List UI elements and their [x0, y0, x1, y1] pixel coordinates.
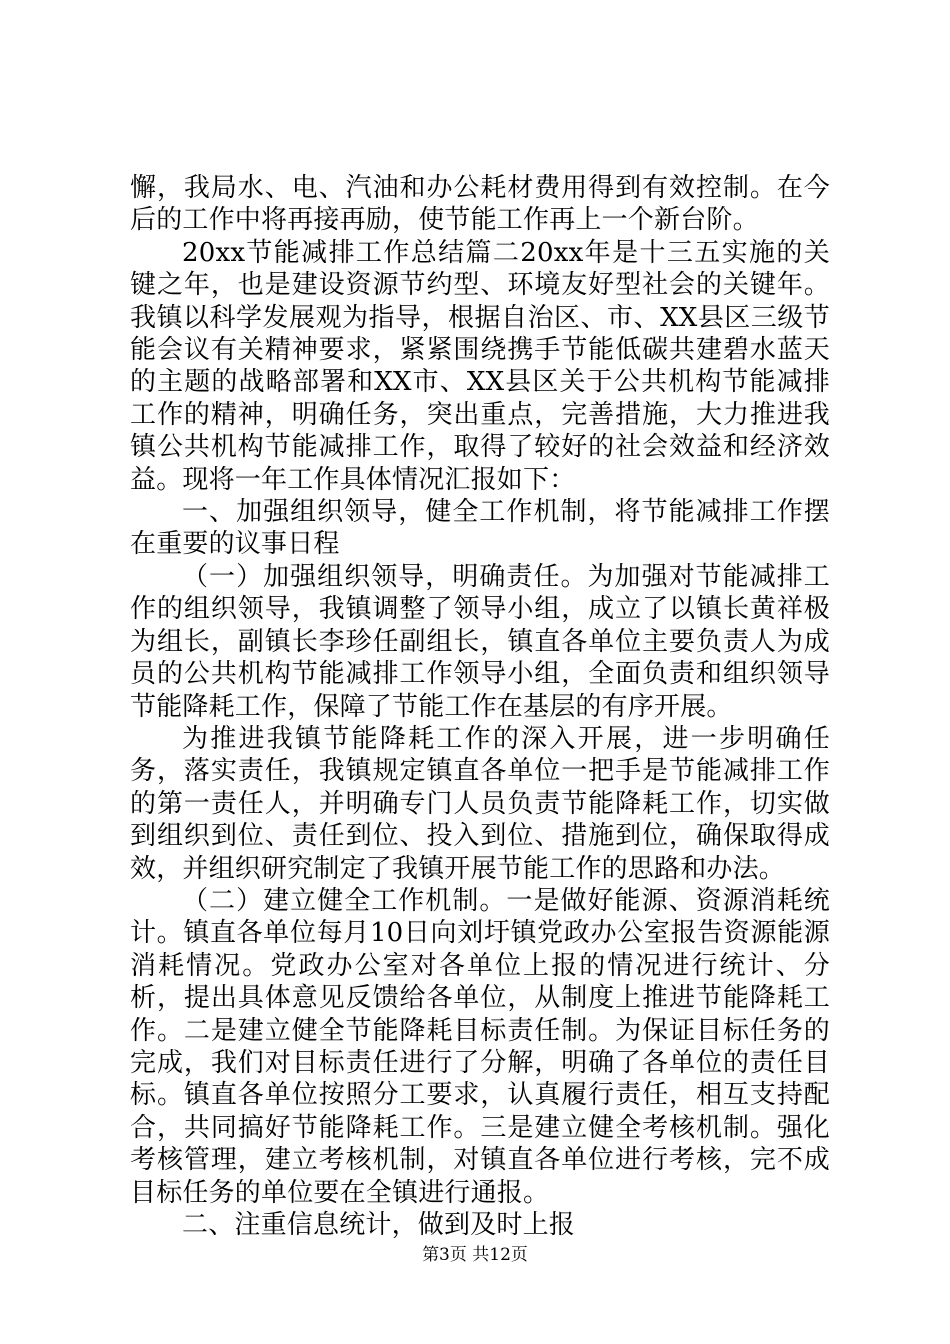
- paragraph-1: 懈，我局水、电、汽油和办公耗材费用得到有效控制。在今后的工作中将再接再励，使节能工作再上一个新台阶。: [130, 173, 830, 236]
- section-heading-2: 二、注重信息统计，做到及时上报: [182, 1210, 576, 1240]
- paragraph-5: （二）建立健全工作机制。一是做好能源、资源消耗统计。镇直各单位每月10日向刘圩镇党政办公室报告资源能源消耗情况。党政办公室对各单位上报的情况进行统计、分析，提出具体意见反馈给各单位，从制度上推进节能降耗工作。二是建立健全节能降耗目标责任制。为保证目标任务的完成，我们对目标责任进行了分解，明确了各单位的责任目标。镇直各单位按照分工要求，认真履行责任，相互支持配合，共同搞好节能降耗工作。三是建立健全考核机制。强化考核管理，建立考核机制，对镇直各单位进行考核，完不成目标任务的单位要在全镇进行通报。: [130, 885, 830, 1208]
- document-body: [130, 172, 830, 1241]
- paragraph-4: 为推进我镇节能降耗工作的深入开展，进一步明确任务，落实责任，我镇规定镇直各单位一把手是节能减排工作的第一责任人，并明确专门人员负责节能降耗工作，切实做到组织到位、责任到位、投入到位、措施到位，确保取得成效，并组织研究制定了我镇开展节能工作的思路和办法。: [130, 723, 830, 884]
- section-heading-1: 一、加强组织领导，健全工作机制，将节能减排工作摆在重要的议事日程: [130, 497, 830, 560]
- page-footer: 第3页 共12页: [422, 1245, 528, 1265]
- paragraph-2: 20xx节能减排工作总结篇二20xx年是十三五实施的关键之年，也是建设资源节约型、环境友好型社会的关键年。我镇以科学发展观为指导，根据自治区、市、XX县区三级节能会议有关精神要求，紧紧围绕携手节能低碳共建碧水蓝天的主题的战略部署和XX市、XX县区关于公共机构节能减排工作的精神，明确任务，突出重点，完善措施，大力推进我镇公共机构节能减排工作，取得了较好的社会效益和经济效益。现将一年工作具体情况汇报如下：: [130, 237, 830, 495]
- paragraph-3: （一）加强组织领导，明确责任。为加强对节能减排工作的组织领导，我镇调整了领导小组，成立了以镇长黄祥极为组长，副镇长李珍任副组长，镇直各单位主要负责人为成员的公共机构节能减排工作领导小组，全面负责和组织领导节能降耗工作，保障了节能工作在基层的有序开展。: [130, 561, 830, 722]
